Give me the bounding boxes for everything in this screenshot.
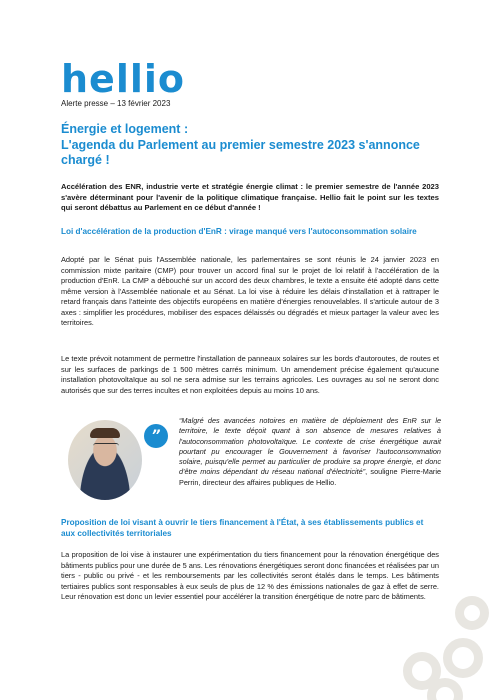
title-line-2: L'agenda du Parlement au premier semestre 2023 s'annonce chargé ! bbox=[61, 137, 420, 167]
section2-heading: Proposition de loi visant à ouvrir le tiers financement à l'État, à ses établissements publics et aux collectivités territoriales bbox=[61, 518, 424, 538]
section1-paragraph-1: Adopté par le Sénat puis l'Assemblée nationale, les parlementaires se sont réunis le 24 janvier 2023 en commission mixte paritaire (CMP) pour trouver un accord final sur le projet de loi relatif à l'accélération de la production d'EnR. La CMP a débouché sur un accord des deux chambres, le texte a ensuite été adopté dans cette même version à l'Assemblée nationale et au Sénat. La loi vise à réduire les délais d'installation et à rattraper le retard français dans l'atteinte des objectifs européens en matière d'énergies renouvelables. Il s'articule autour de 3 axes : simplifier les procédures, mobiliser des espaces délaissés ou dégradés et mieux partager la valeur avec les territoires. bbox=[61, 255, 439, 327]
decor-circle bbox=[443, 638, 483, 678]
section1-paragraph-2: Le texte prévoit notamment de permettre l'installation de panneaux solaires sur les bords d'autoroutes, de routes et sur les surfaces de parkings de 1 500 mètres carrés minimum. Un amendement précise également qu'aucune installation photovoltaïque au sol ne sera admise sur les terrains agricoles. Les ouvrages au sol ne seront donc autorisés que sur des terres incultes et non exploitées depuis au moins 10 ans. bbox=[61, 354, 439, 395]
title-line-1: Énergie et logement : bbox=[61, 122, 189, 136]
decorative-circles bbox=[393, 590, 495, 700]
quote-attribution: , souligne Pierre-Marie Perrin, directeur des affaires publiques de Hellio. bbox=[179, 467, 441, 487]
spokesperson-glasses bbox=[93, 443, 119, 450]
quote-mark-icon: ” bbox=[144, 424, 168, 448]
section2-paragraph-1: La proposition de loi vise à instaurer une expérimentation du tiers financement pour la rénovation énergétique des bâtiments publics pour une durée de 5 ans. Les rénovations énergétiques seront donc financées et réalisées par un tiers - public ou privé - et les remboursements par les collectivités seront étalés dans le temps. Les bâtiments tertiaires publics sont responsables à eux seuls de plus de 12 % des émissions nationales de gaz à effet de serre. Leur rénovation est donc un levier essentiel pour accélérer la transition énergétique de notre parc de bâtiments. bbox=[61, 550, 439, 601]
quote-block bbox=[179, 416, 441, 488]
page-title bbox=[61, 122, 441, 169]
quote-text: “Malgré des avancées notoires en matière de déploiement des EnR sur le territoire, le texte déçoit quant à son absence de mesures relatives à l'autoconsommation photovoltaïque. Le contexte de crise énergétique aurait pourtant pu encourager le Gouvernement à favoriser l'autoconsommation solaire, puisqu'elle permet au particulier de produire sa propre énergie, et donc d'être moins dépendant du réseau national d'électricité” bbox=[179, 416, 441, 477]
section1-heading: Loi d'accélération de la production d'EnR : virage manqué vers l'autoconsommation solaire bbox=[61, 227, 417, 236]
decor-circle bbox=[455, 596, 489, 630]
intro-paragraph: Accélération des ENR, industrie verte et stratégie énergie climat : le premier semestre de l'année 2023 s'avère déterminant pour l'avenir de la politique climatique française. Hellio fait le point sur les textes qui seront débattus au Parlement en ce début d'année ! bbox=[61, 182, 439, 212]
press-alert-date: Alerte presse – 13 février 2023 bbox=[61, 99, 171, 108]
hellio-logo: hellio bbox=[61, 57, 186, 101]
decor-circle bbox=[427, 678, 463, 700]
spokesperson-hair bbox=[90, 428, 120, 438]
